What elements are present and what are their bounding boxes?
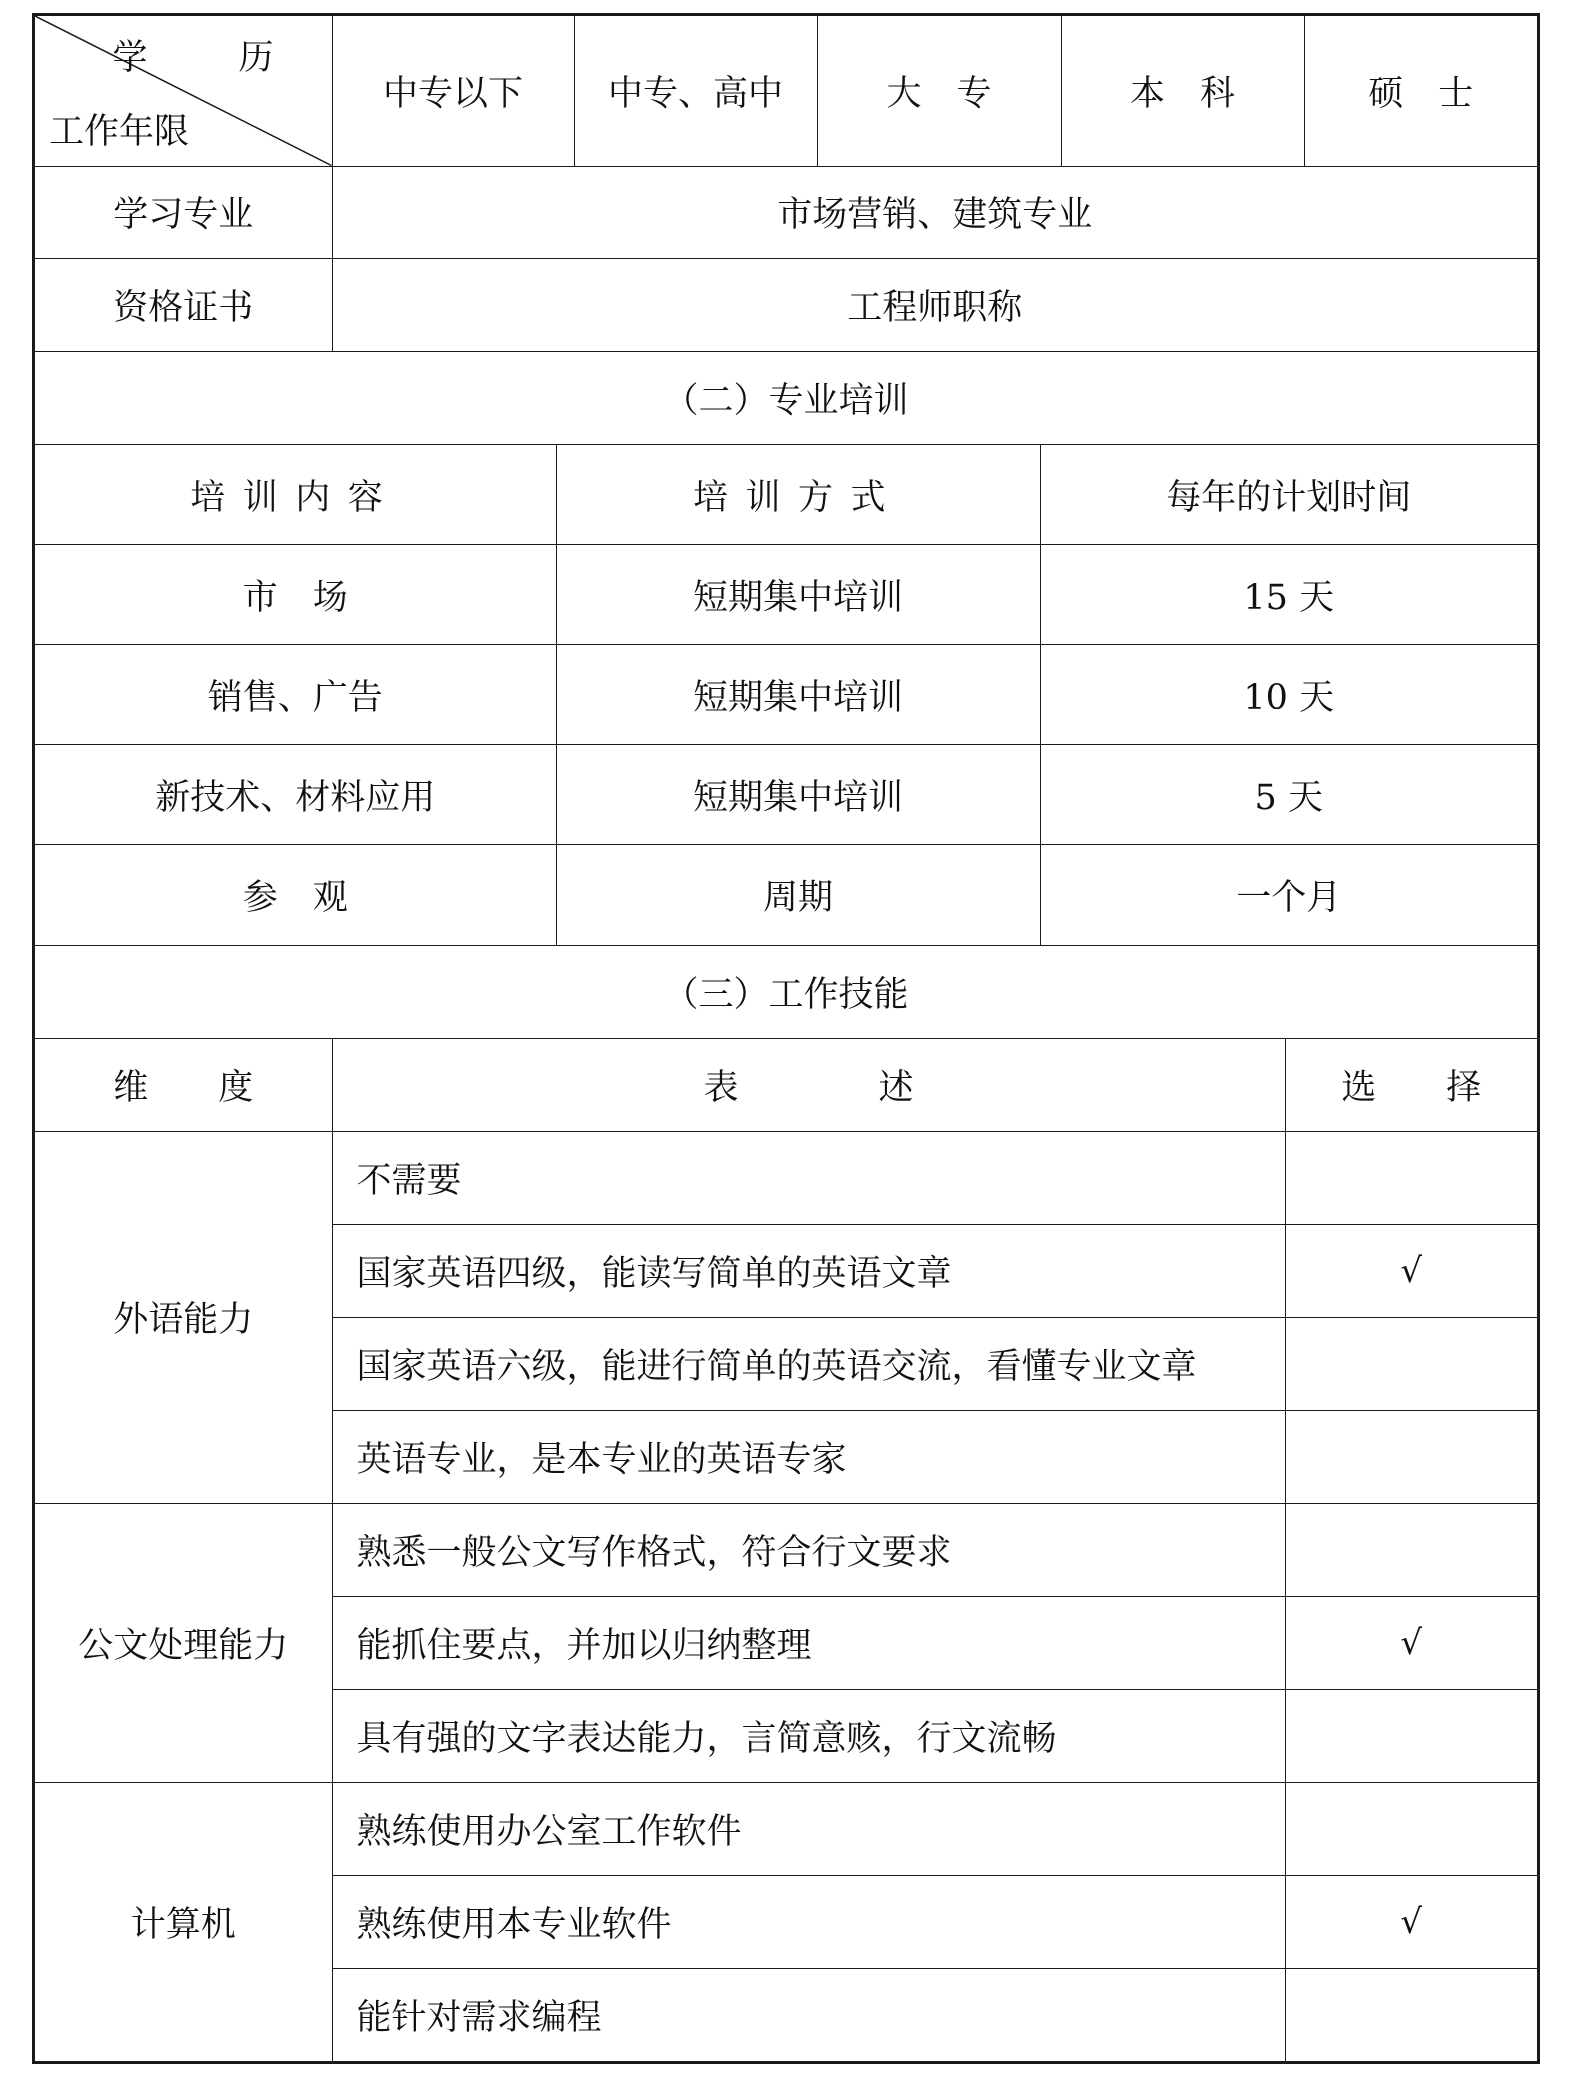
certificate-value: 工程师职称	[332, 258, 1537, 351]
training-time: 一个月	[1040, 845, 1537, 945]
skill-row	[35, 1503, 1537, 1596]
training-row	[35, 845, 1537, 945]
training-content: 新技术、材料应用	[35, 745, 556, 845]
skills-header-row	[35, 1038, 1537, 1131]
training-method: 周期	[556, 845, 1040, 945]
training-section-row	[35, 352, 1537, 445]
education-level-cell: 硕 士	[1304, 16, 1537, 166]
education-level-cell: 中专以下	[332, 16, 574, 166]
training-time: 10 天	[1040, 645, 1537, 745]
skill-description: 熟悉一般公文写作格式，符合行文要求	[332, 1503, 1285, 1596]
skill-description: 能抓住要点，并加以归纳整理	[332, 1596, 1285, 1689]
major-label: 学习专业	[35, 166, 332, 258]
major-row	[35, 166, 1537, 258]
certificate-label: 资格证书	[35, 258, 332, 351]
certificate-row	[35, 258, 1537, 351]
skill-choice-cell[interactable]	[1285, 1503, 1537, 1596]
skill-description: 英语专业，是本专业的英语专家	[332, 1410, 1285, 1503]
skill-choice-cell[interactable]	[1285, 1782, 1537, 1875]
education-level-cell: 大 专	[817, 16, 1061, 166]
training-content: 市 场	[35, 545, 556, 645]
skill-row	[35, 1131, 1537, 1224]
skills-section-title: （三）工作技能	[35, 945, 1537, 1038]
skill-dimension: 公文处理能力	[35, 1503, 332, 1782]
education-level-cell: 本 科	[1061, 16, 1304, 166]
skill-choice-cell[interactable]	[1285, 1968, 1537, 2061]
skill-description: 熟练使用办公室工作软件	[332, 1782, 1285, 1875]
work-years-header-label: 工作年限	[49, 111, 190, 152]
skill-choice-cell[interactable]	[1285, 1131, 1537, 1224]
skill-dimension: 外语能力	[35, 1131, 332, 1503]
training-method: 短期集中培训	[556, 545, 1040, 645]
education-row	[35, 16, 1537, 166]
training-time-header: 每年的计划时间	[1040, 445, 1537, 545]
training-time: 5 天	[1040, 745, 1537, 845]
education-header-label: 学 历	[112, 38, 302, 78]
skill-choice-cell[interactable]: √	[1285, 1875, 1537, 1968]
skill-choice-cell[interactable]	[1285, 1410, 1537, 1503]
education-level-cell: 中专、高中	[574, 16, 817, 166]
skill-description: 熟练使用本专业软件	[332, 1875, 1285, 1968]
skills-section-row	[35, 945, 1537, 1038]
skill-description: 国家英语四级，能读写简单的英语文章	[332, 1224, 1285, 1317]
training-row	[35, 545, 1537, 645]
form-table-frame	[32, 13, 1540, 2064]
major-value: 市场营销、建筑专业	[332, 166, 1537, 258]
skill-dimension: 计算机	[35, 1782, 332, 2061]
training-content-header: 培训内容	[35, 445, 556, 545]
training-section-title: （二）专业培训	[35, 352, 1537, 445]
skill-description: 不需要	[332, 1131, 1285, 1224]
training-method: 短期集中培训	[556, 645, 1040, 745]
skill-row	[35, 1782, 1537, 1875]
skill-choice-cell[interactable]	[1285, 1689, 1537, 1782]
description-header: 表 述	[332, 1038, 1285, 1131]
skill-description: 能针对需求编程	[332, 1968, 1285, 2061]
training-time: 15 天	[1040, 545, 1537, 645]
training-table	[35, 351, 1537, 945]
education-table	[35, 16, 1537, 351]
training-content: 销售、广告	[35, 645, 556, 745]
skill-description: 具有强的文字表达能力，言简意赅，行文流畅	[332, 1689, 1285, 1782]
training-method-header: 培训方式	[556, 445, 1040, 545]
dimension-header: 维 度	[35, 1038, 332, 1131]
skill-description: 国家英语六级，能进行简单的英语交流，看懂专业文章	[332, 1317, 1285, 1410]
training-row	[35, 745, 1537, 845]
training-row	[35, 645, 1537, 745]
training-header-row	[35, 445, 1537, 545]
skills-table	[35, 945, 1537, 2062]
skill-choice-cell[interactable]: √	[1285, 1224, 1537, 1317]
skill-choice-cell[interactable]	[1285, 1317, 1537, 1410]
choice-header: 选 择	[1285, 1038, 1537, 1131]
education-diagonal-header	[35, 16, 332, 166]
training-method: 短期集中培训	[556, 745, 1040, 845]
training-content: 参 观	[35, 845, 556, 945]
skill-choice-cell[interactable]: √	[1285, 1596, 1537, 1689]
